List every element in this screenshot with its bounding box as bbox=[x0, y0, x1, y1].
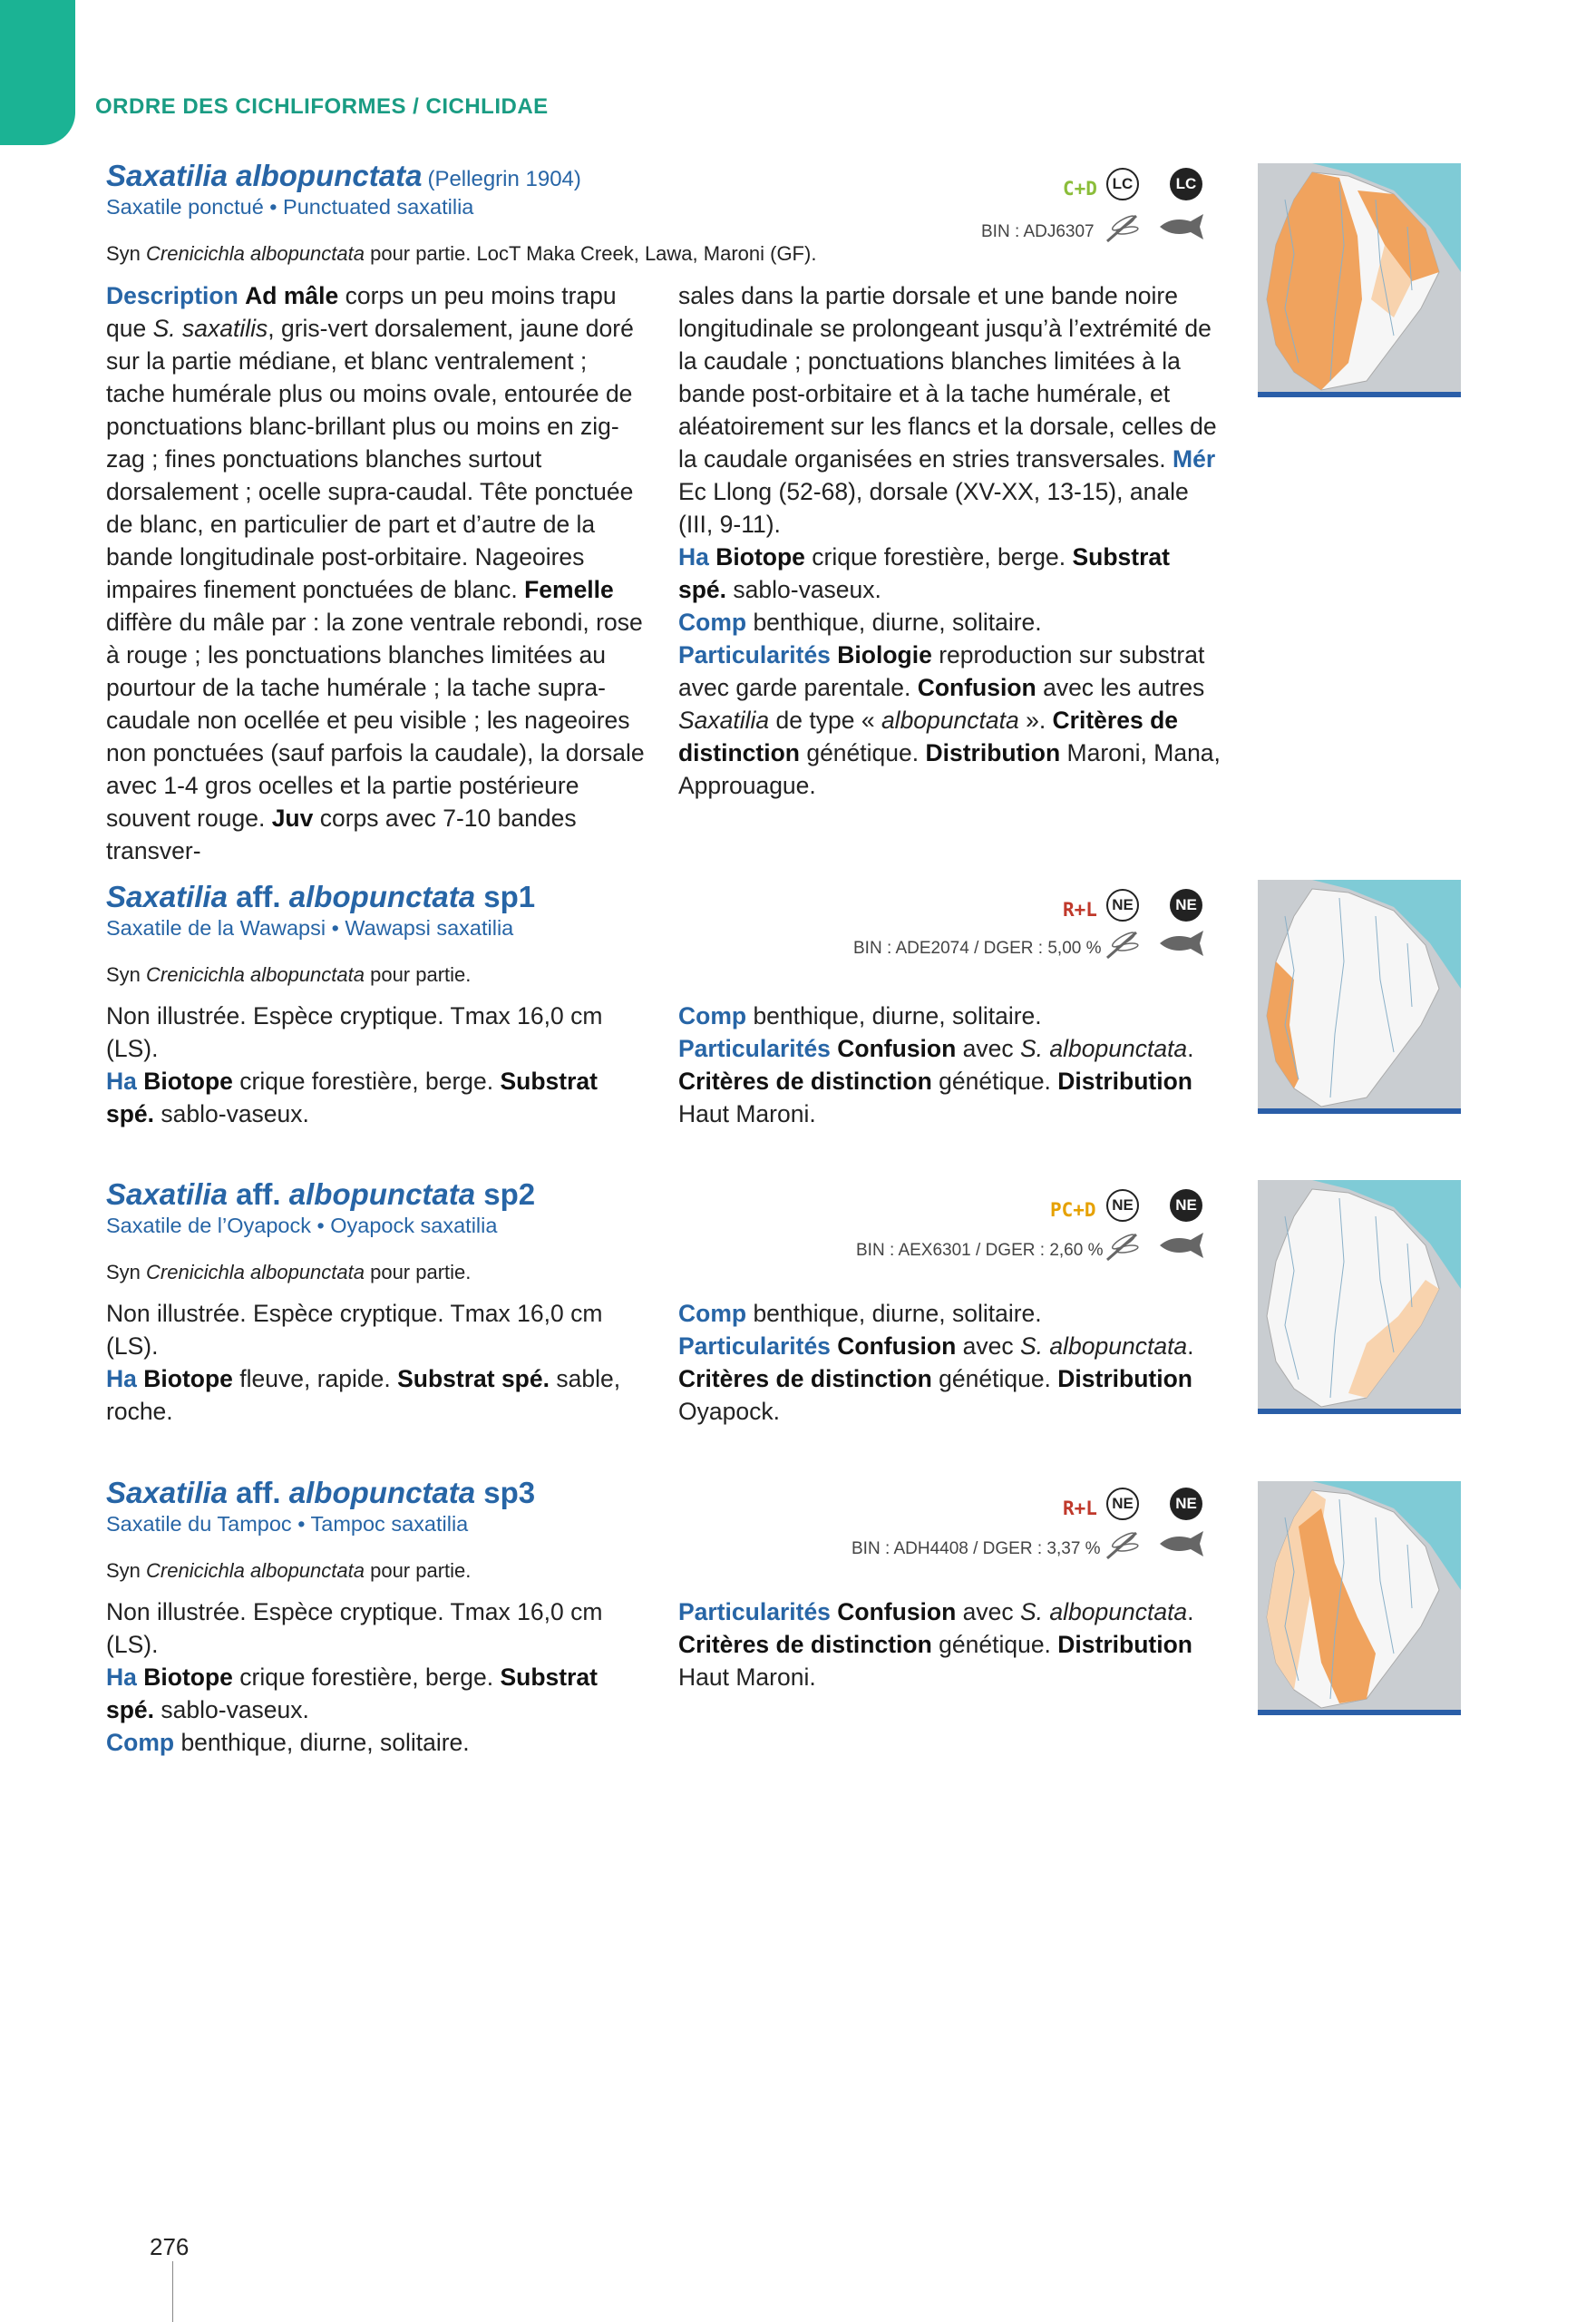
species-entry-1 bbox=[106, 159, 1466, 864]
substrat-text: sable, roche. bbox=[106, 1365, 621, 1425]
desc-text-3: diffère du mâle par : la zone ventrale rebondi, rose à rouge ; les ponctuations blanches limitées au pourtour de la tache humérale ; la tache supra-caudale non ocellée et peu visible ; les nageoires non ponctuées (sauf parfois la caudale), la dorsale avec 1-4 gros ocelles et la partie postérieure souvent rouge. bbox=[106, 609, 645, 832]
right-column bbox=[678, 279, 1222, 802]
syn-rest: pour partie. bbox=[364, 1261, 472, 1283]
epithet-name: albopunctata bbox=[236, 159, 423, 192]
distribution-map-1 bbox=[1258, 163, 1461, 401]
sp-number: sp2 bbox=[483, 1177, 536, 1211]
criteria-label: Critères de distinction bbox=[678, 707, 1178, 766]
sp-number: sp3 bbox=[483, 1476, 536, 1509]
meristics-text: Ec Llong (52-68), dorsale (XV-XX, 13-15), anale (III, 9-11). bbox=[678, 478, 1189, 538]
iucn-global-badge: LC bbox=[1106, 168, 1139, 200]
biology-text: reproduction sur substrat avec garde parentale. bbox=[678, 641, 1205, 701]
status-code: R+L bbox=[1063, 1498, 1097, 1519]
iucn-regional-badge: LC bbox=[1170, 168, 1202, 200]
biotope-text: crique forestière, berge. bbox=[232, 1663, 501, 1691]
confusion-italic-2: albopunctata bbox=[881, 707, 1019, 734]
epithet-name: albopunctata bbox=[288, 1476, 476, 1509]
status-code: PC+D bbox=[1050, 1199, 1096, 1221]
criteria-text: génétique. bbox=[931, 1068, 1058, 1095]
distribution-text: Maroni, Mana, Approuague. bbox=[678, 739, 1221, 799]
desc-text-2: , gris-vert dorsalement, jaune doré sur la partie médiane, et blanc ventralement ; tache humérale plus ou moins ovale, entourée de ponctuations blanc-brillant plus ou moins en zig-zag ; fines ponctuations blanches surtout dorsalement ; ocelle supra-caudal. Tête ponctuée de blanc, en particulier de part et d’autre de la bande longitudinale post-orbitaire. Nageoires impaires finement ponctuées de blanc. bbox=[106, 315, 634, 603]
syn-rest: pour partie. bbox=[364, 963, 472, 986]
biotope-label: Biotope bbox=[143, 1068, 233, 1095]
habit-icons bbox=[1104, 1526, 1212, 1562]
confusion-end: . bbox=[1187, 1332, 1194, 1360]
substrat-label: Substrat spé. bbox=[678, 543, 1170, 603]
genus-name: Saxatilia bbox=[106, 1177, 228, 1211]
female-label: Femelle bbox=[524, 576, 614, 603]
distribution-map-2 bbox=[1258, 880, 1461, 1117]
confusion-end: . bbox=[1187, 1598, 1194, 1625]
fish-silhouette-icon bbox=[1160, 214, 1203, 239]
species-entry-3 bbox=[106, 1177, 1466, 1449]
substrat-text: sablo-vaseux. bbox=[154, 1696, 309, 1723]
desc-text-5: sales dans la partie dorsale et une bande noire longitudinale se prolongeant jusqu’à l’extrémité de la caudale ; ponctuations blanches limitées à la bande post-orbitaire et à la tache humérale, et aléatoirement sur les flancs et la dorsale, celles de la caudale organisées en stries transversales. bbox=[678, 282, 1217, 473]
distribution-text: Haut Maroni. bbox=[678, 1663, 816, 1691]
juvenile-label: Juv bbox=[271, 805, 314, 832]
aff-label: aff. bbox=[236, 1476, 281, 1509]
common-names: Saxatile de l’Oyapock • Oyapock saxatilia bbox=[106, 1214, 498, 1237]
species-entry-2 bbox=[106, 880, 1466, 1152]
dragonfly-icon bbox=[1107, 931, 1138, 958]
distribution-text: Haut Maroni. bbox=[678, 1100, 816, 1127]
iucn-regional-badge: NE bbox=[1170, 1488, 1202, 1520]
syn-name: Crenicichla albopunctata bbox=[146, 1261, 365, 1283]
habitat-label: Ha bbox=[106, 1663, 137, 1691]
section-header: ORDRE DES CICHLIFORMES / CICHLIDAE bbox=[95, 94, 549, 119]
confusion-end: . bbox=[1187, 1035, 1194, 1062]
left-column bbox=[106, 1595, 647, 1759]
behaviour-label: Comp bbox=[106, 1729, 175, 1756]
distribution-map-4 bbox=[1258, 1481, 1461, 1719]
confusion-label: Confusion bbox=[917, 674, 1036, 701]
biotope-text: crique forestière, berge. bbox=[232, 1068, 501, 1095]
syn-label: Syn bbox=[106, 242, 141, 265]
particularities-label: Particularités bbox=[678, 1332, 831, 1360]
habit-icons bbox=[1104, 1227, 1212, 1263]
substrat-text: sablo-vaseux. bbox=[154, 1100, 309, 1127]
behaviour-label: Comp bbox=[678, 609, 747, 636]
left-column bbox=[106, 1000, 647, 1130]
intro-text: Non illustrée. Espèce cryptique. Tmax 16,0 cm (LS). bbox=[106, 1300, 603, 1360]
distribution-label: Distribution bbox=[1057, 1068, 1192, 1095]
synonymy-line bbox=[106, 1559, 471, 1583]
habitat-label: Ha bbox=[106, 1068, 137, 1095]
biology-label: Biologie bbox=[837, 641, 932, 668]
confusion-text: avec bbox=[956, 1332, 1020, 1360]
fish-silhouette-icon bbox=[1160, 1531, 1203, 1556]
iucn-regional-badge: NE bbox=[1170, 1189, 1202, 1222]
particularities-label: Particularités bbox=[678, 1035, 831, 1062]
habitat-label: Ha bbox=[678, 543, 709, 571]
criteria-label: Critères de distinction bbox=[678, 1068, 932, 1095]
loct-text: Maka Creek, Lawa, Maroni (GF). bbox=[521, 242, 817, 265]
species-entry-4 bbox=[106, 1476, 1466, 1784]
right-column bbox=[678, 1595, 1222, 1693]
loct-label: LocT bbox=[476, 242, 521, 265]
right-column bbox=[678, 1000, 1222, 1130]
dragonfly-icon bbox=[1107, 214, 1138, 241]
substrat-text: sablo-vaseux. bbox=[726, 576, 881, 603]
syn-rest: pour partie. bbox=[364, 242, 477, 265]
confusion-text: avec bbox=[956, 1598, 1020, 1625]
confusion-text-1: avec les autres bbox=[1036, 674, 1205, 701]
confusion-label: Confusion bbox=[837, 1035, 957, 1062]
iucn-global-badge: NE bbox=[1106, 889, 1139, 922]
syn-name: Crenicichla albopunctata bbox=[146, 1559, 365, 1582]
habit-icons bbox=[1104, 925, 1212, 961]
synonymy-line bbox=[106, 963, 471, 987]
iucn-regional-badge: NE bbox=[1170, 889, 1202, 922]
intro-text: Non illustrée. Espèce cryptique. Tmax 16,0 cm (LS). bbox=[106, 1002, 603, 1062]
left-column bbox=[106, 1297, 647, 1428]
confusion-text: avec bbox=[956, 1035, 1020, 1062]
iucn-global-badge: NE bbox=[1106, 1488, 1139, 1520]
common-names: Saxatile du Tampoc • Tampoc saxatilia bbox=[106, 1512, 469, 1536]
confusion-label: Confusion bbox=[837, 1598, 957, 1625]
bin-code: BIN : ADJ6307 bbox=[981, 222, 1095, 241]
dragonfly-icon bbox=[1107, 1233, 1138, 1260]
synonymy-line bbox=[106, 242, 816, 266]
syn-label: Syn bbox=[106, 1559, 141, 1582]
meristics-label: Mér bbox=[1173, 445, 1216, 473]
biotope-label: Biotope bbox=[143, 1663, 233, 1691]
particularities-label: Particularités bbox=[678, 641, 831, 668]
confusion-italic: S. albopunctata bbox=[1020, 1332, 1188, 1360]
behaviour-text: benthique, diurne, solitaire. bbox=[174, 1729, 470, 1756]
behaviour-text: benthique, diurne, solitaire. bbox=[746, 609, 1042, 636]
biotope-label: Biotope bbox=[715, 543, 805, 571]
biotope-text: fleuve, rapide. bbox=[232, 1365, 398, 1392]
dragonfly-icon bbox=[1107, 1531, 1138, 1558]
criteria-label: Critères de distinction bbox=[678, 1365, 932, 1392]
status-code: C+D bbox=[1063, 178, 1097, 200]
common-names: Saxatile ponctué • Punctuated saxatilia bbox=[106, 195, 474, 219]
confusion-text-2: de type « bbox=[769, 707, 881, 734]
genus-name: Saxatilia bbox=[106, 880, 228, 913]
genus-name: Saxatilia bbox=[106, 159, 228, 192]
criteria-text: génétique. bbox=[799, 739, 926, 766]
criteria-text: génétique. bbox=[931, 1365, 1058, 1392]
intro-text: Non illustrée. Espèce cryptique. Tmax 16,0 cm (LS). bbox=[106, 1598, 603, 1658]
sp-number: sp1 bbox=[483, 880, 536, 913]
right-column bbox=[678, 1297, 1222, 1428]
status-code: R+L bbox=[1063, 899, 1097, 921]
bin-code: BIN : ADE2074 / DGER : 5,00 % bbox=[853, 939, 1102, 958]
genus-name: Saxatilia bbox=[106, 1476, 228, 1509]
substrat-label: Substrat spé. bbox=[397, 1365, 550, 1392]
substrat-label: Substrat spé. bbox=[106, 1068, 598, 1127]
particularities-label: Particularités bbox=[678, 1598, 831, 1625]
common-names: Saxatile de la Wawapsi • Wawapsi saxatilia bbox=[106, 916, 514, 940]
habitat-label: Ha bbox=[106, 1365, 137, 1392]
substrat-label: Substrat spé. bbox=[106, 1663, 598, 1723]
species-title bbox=[106, 1177, 535, 1212]
synonymy-line bbox=[106, 1261, 471, 1284]
epithet-name: albopunctata bbox=[288, 1177, 476, 1211]
confusion-italic: S. albopunctata bbox=[1020, 1035, 1188, 1062]
biotope-text: crique forestière, berge. bbox=[804, 543, 1073, 571]
criteria-label: Critères de distinction bbox=[678, 1631, 932, 1658]
fish-silhouette-icon bbox=[1160, 931, 1203, 956]
syn-label: Syn bbox=[106, 963, 141, 986]
behaviour-label: Comp bbox=[678, 1300, 747, 1327]
confusion-italic: S. albopunctata bbox=[1020, 1598, 1188, 1625]
species-title bbox=[106, 880, 535, 914]
fish-silhouette-icon bbox=[1160, 1233, 1203, 1258]
desc-text-1: corps un peu moins trapu que bbox=[106, 282, 617, 342]
description-label: Description bbox=[106, 282, 238, 309]
distribution-label: Distribution bbox=[1057, 1365, 1192, 1392]
distribution-text: Oyapock. bbox=[678, 1398, 780, 1425]
left-column bbox=[106, 279, 647, 867]
confusion-label: Confusion bbox=[837, 1332, 957, 1360]
species-title bbox=[106, 159, 581, 193]
biotope-label: Biotope bbox=[143, 1365, 233, 1392]
iucn-global-badge: NE bbox=[1106, 1189, 1139, 1222]
distribution-map-3 bbox=[1258, 1180, 1461, 1418]
syn-rest: pour partie. bbox=[364, 1559, 472, 1582]
syn-label: Syn bbox=[106, 1261, 141, 1283]
section-tab bbox=[0, 0, 75, 145]
behaviour-text: benthique, diurne, solitaire. bbox=[746, 1002, 1042, 1029]
confusion-text-3: ». bbox=[1018, 707, 1053, 734]
behaviour-text: benthique, diurne, solitaire. bbox=[746, 1300, 1042, 1327]
page-number: 276 bbox=[150, 2233, 190, 2260]
behaviour-label: Comp bbox=[678, 1002, 747, 1029]
species-title bbox=[106, 1476, 535, 1510]
page-margin-rule bbox=[172, 2261, 173, 2322]
adult-male-label: Ad mâle bbox=[245, 282, 339, 309]
bin-code: BIN : AEX6301 / DGER : 2,60 % bbox=[856, 1241, 1104, 1260]
epithet-name: albopunctata bbox=[288, 880, 476, 913]
syn-name: Crenicichla albopunctata bbox=[146, 963, 365, 986]
aff-label: aff. bbox=[236, 1177, 281, 1211]
syn-name: Crenicichla albopunctata bbox=[146, 242, 365, 265]
distribution-label: Distribution bbox=[1057, 1631, 1192, 1658]
aff-label: aff. bbox=[236, 880, 281, 913]
bin-code: BIN : ADH4408 / DGER : 3,37 % bbox=[852, 1539, 1101, 1558]
habit-icons bbox=[1104, 209, 1212, 245]
species-author: (Pellegrin 1904) bbox=[427, 167, 581, 191]
desc-text-4: corps avec 7-10 bandes transver- bbox=[106, 805, 577, 864]
criteria-text: génétique. bbox=[931, 1631, 1058, 1658]
confusion-italic-1: Saxatilia bbox=[678, 707, 770, 734]
desc-italic: S. saxatilis bbox=[152, 315, 268, 342]
distribution-label: Distribution bbox=[925, 739, 1061, 766]
